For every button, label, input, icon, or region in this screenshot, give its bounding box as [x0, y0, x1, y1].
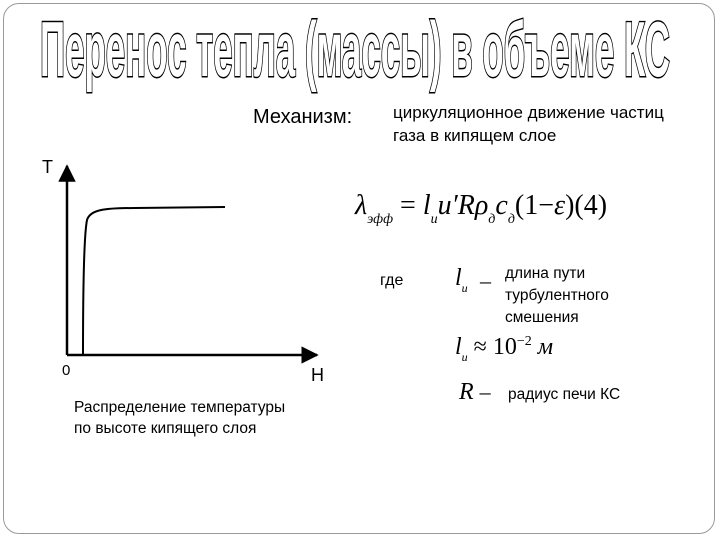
mixing-length-symbol: [455, 265, 468, 296]
c-symbol: c: [495, 190, 508, 221]
estimate-value: ≈ 10: [467, 334, 517, 360]
lambda-subscript: эфф: [367, 212, 394, 227]
r-def-symbol: R: [459, 379, 474, 405]
radius-definition: радиус печи КС: [508, 386, 621, 403]
equals-sign: =: [393, 190, 423, 221]
mixing-length-definition: длина пути турбулентного смешения: [505, 265, 609, 326]
l-est-symbol: l: [455, 334, 462, 360]
lambda-symbol: λ: [355, 190, 368, 221]
l-subscript: и: [430, 212, 438, 227]
estimate-unit: м: [531, 334, 554, 360]
u-prime-symbol: u′: [437, 190, 458, 221]
origin-label: 0: [62, 362, 71, 379]
epsilon-symbol: ε: [554, 190, 566, 221]
mechanism-text: циркуляционное движение частиц газа в кипящем слое: [393, 103, 664, 145]
r-symbol: R: [457, 190, 475, 221]
slide-title-text: Перенос тепла (массы) в объеме КС: [40, 8, 671, 93]
chart-caption: Распределение температуры по высоте кипящего слоя: [74, 399, 286, 437]
estimate-exponent: −2: [516, 334, 532, 349]
y-axis-label: T: [42, 157, 53, 177]
temperature-curve: [83, 207, 225, 355]
mixing-length-estimate: [455, 334, 553, 365]
where-label: где: [380, 272, 404, 289]
mechanism-label: Механизм:: [253, 106, 353, 128]
radius-symbol: [459, 379, 491, 406]
temperature-chart: [55, 150, 335, 375]
r-def-dash: –: [479, 379, 491, 404]
bracket-open: (1−: [514, 190, 555, 221]
x-axis-label: Н: [311, 365, 324, 385]
l-def-subscript: и: [461, 281, 468, 295]
conductivity-formula: [355, 190, 607, 228]
l-def-dash: –: [480, 268, 491, 293]
rho-subscript: д: [488, 212, 496, 227]
rho-symbol: ρ: [474, 190, 489, 221]
c-subscript: д: [507, 212, 515, 227]
bracket-close: ): [565, 190, 575, 221]
l-def-symbol: l: [455, 265, 462, 291]
formula-number: (4): [574, 190, 608, 221]
l-est-subscript: и: [461, 350, 468, 364]
slide-title: [30, 8, 680, 98]
l-symbol: l: [422, 190, 431, 221]
